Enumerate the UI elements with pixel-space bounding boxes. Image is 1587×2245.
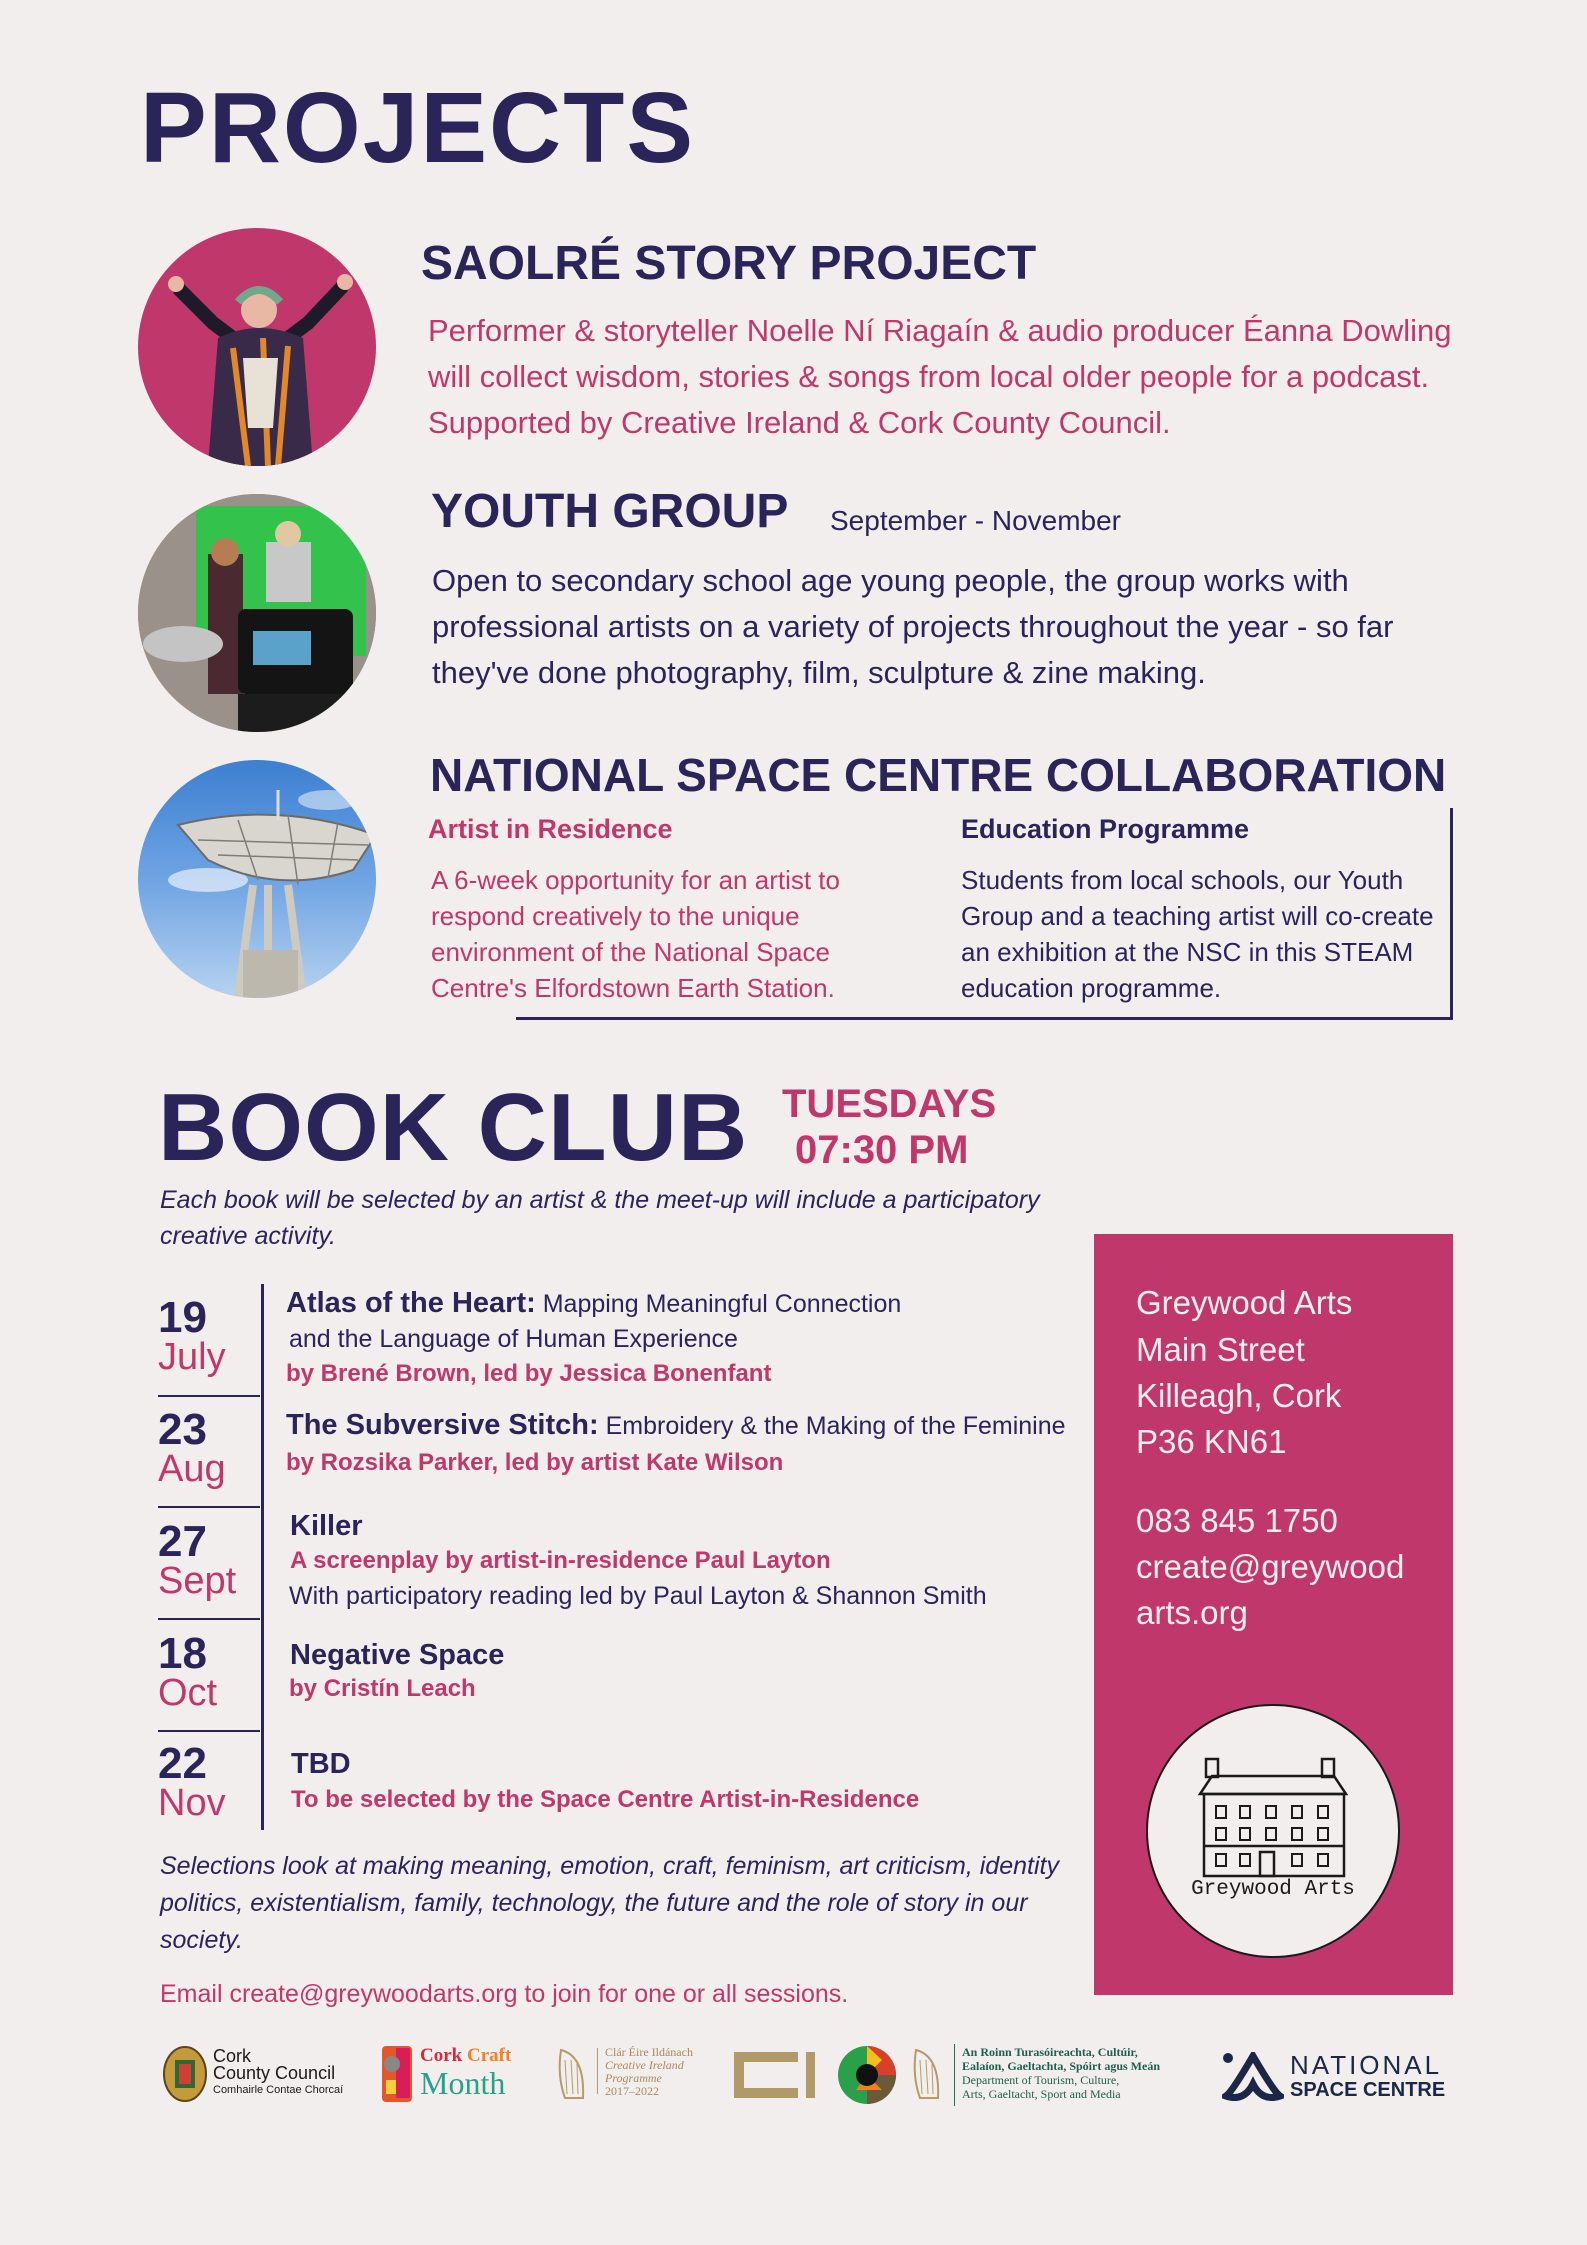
timeline-divider [261, 1284, 264, 1830]
craft-pattern-icon [382, 2046, 412, 2102]
ci-line: Clár Éire Ildánach [605, 2045, 693, 2059]
session-date-day: 18 [158, 1629, 207, 1678]
trinity-knot-icon [1222, 2052, 1284, 2102]
national-space-centre-logo [1222, 2040, 1452, 2110]
cork-cc-line: Cork [213, 2046, 252, 2066]
dept-line: Ealaíon, Gaeltachta, Spóirt agus Meán [962, 2059, 1161, 2073]
book-title: The Subversive Stitch: [286, 1409, 599, 1441]
greywood-logo [1146, 1704, 1400, 1958]
session-date-day: 23 [158, 1405, 207, 1454]
contact-phone[interactable]: 083 845 1750 [1136, 1502, 1338, 1539]
book-title: Atlas of the Heart: [286, 1287, 536, 1319]
youth-group-title: YOUTH GROUP [431, 485, 789, 538]
department-logo [910, 2040, 1220, 2110]
ci-line: Programme [605, 2071, 662, 2085]
ci-line: Creative Ireland [605, 2058, 684, 2072]
book-subtitle: and the Language of Human Experience [289, 1325, 738, 1353]
education-programme-heading: Education Programme [961, 814, 1250, 844]
book-club-day: TUESDAYS [782, 1082, 997, 1126]
contact-name: Greywood Arts [1136, 1284, 1353, 1321]
session-date-month: Nov [158, 1782, 226, 1824]
satellite-dish-photo [138, 760, 376, 998]
book-author: To be selected by the Space Centre Artist-in-Residence [291, 1786, 920, 1813]
session-date-month: Aug [158, 1448, 226, 1490]
contact-email[interactable]: arts.org [1136, 1594, 1248, 1631]
craft-line: Cork [420, 2045, 467, 2066]
artist-in-residence-heading: Artist in Residence [428, 814, 673, 844]
book-author: by Cristín Leach [289, 1675, 476, 1702]
table-row [286, 1285, 901, 1321]
nsc-frame-divider [516, 1017, 1453, 1020]
culture-night-icon [836, 2040, 898, 2110]
session-date-month: July [158, 1336, 226, 1378]
book-club-selections: Selections look at making meaning, emotion, craft, feminism, art criticism, identity politics, existentialism, family, technology, the future and the role of story in our society. [160, 1852, 1059, 1954]
greywood-logo-text: Greywood Arts [1191, 1878, 1355, 1901]
book-club-title: BOOK CLUB [158, 1074, 749, 1181]
book-author: A screenplay by artist-in-residence Paul Layton [290, 1547, 831, 1574]
session-date-month: Sept [158, 1560, 237, 1602]
session-date-day: 19 [158, 1293, 207, 1342]
session-separator [158, 1730, 260, 1732]
ci-line: 2017–2022 [605, 2084, 659, 2098]
storyteller-figure-icon [138, 228, 376, 466]
ci-mark-icon [730, 2040, 820, 2110]
book-subtitle: Embroidery & the Making of the Feminine [605, 1412, 1066, 1440]
page-title: PROJECTS [140, 72, 696, 184]
book-club-email-cta[interactable]: Email create@greywoodarts.org to join for one or all sessions. [160, 1980, 849, 2008]
contact-town: Killeagh, Cork [1136, 1377, 1342, 1414]
book-subtitle: Mapping Meaningful Connection [542, 1290, 902, 1318]
ci-mark-logo [730, 2040, 820, 2110]
contact-postcode: P36 KN61 [1136, 1423, 1287, 1460]
book-title: TBD [291, 1748, 351, 1780]
cork-craft-month-logo [382, 2040, 542, 2110]
dept-line: An Roinn Turasóireachta, Cultúir, [962, 2045, 1138, 2059]
session-separator [158, 1506, 260, 1508]
table-row [290, 1637, 504, 1673]
craft-line: Craft [466, 2045, 512, 2066]
youth-group-photo [138, 494, 376, 732]
satellite-dish-icon [138, 760, 376, 998]
nsc-logo-line: SPACE CENTRE [1290, 2079, 1446, 2101]
book-club-time: 07:30 PM [795, 1128, 969, 1172]
crest-icon [163, 2046, 207, 2102]
youth-group-description: Open to secondary school age young people, the group works with professional artists on a variety of projects throughout the year - so far they've done photography, film, sculpture & zine making. [432, 563, 1394, 690]
book-title: Negative Space [290, 1639, 505, 1671]
cork-cc-line: County Council [213, 2063, 336, 2083]
session-separator [158, 1618, 260, 1620]
contact-street: Main Street [1136, 1331, 1305, 1368]
cork-cc-line: Comhairle Contae Chorcaí [213, 2084, 344, 2096]
table-row [286, 1407, 1066, 1443]
logo-divider [597, 2048, 598, 2094]
creative-ireland-logo [555, 2040, 725, 2110]
session-date-day: 27 [158, 1517, 207, 1566]
artist-in-residence-description: A 6-week opportunity for an artist to respond creatively to the unique environment of the National Space Centre's Elfordstown Earth Station. [431, 865, 840, 1003]
nsc-collaboration-title: NATIONAL SPACE CENTRE COLLABORATION [430, 749, 1447, 801]
table-row [291, 1746, 351, 1782]
youth-group-dates: September - November [830, 505, 1122, 536]
book-author: by Brené Brown, led by Jessica Bonenfant [286, 1360, 772, 1387]
dept-line: Department of Tourism, Culture, [962, 2073, 1120, 2087]
nsc-logo-line: NATIONAL [1290, 2050, 1443, 2080]
book-note: With participatory reading led by Paul Layton & Shannon Smith [289, 1582, 987, 1610]
house-icon [1194, 1754, 1354, 1884]
craft-month-text: Month [420, 2065, 506, 2101]
session-date-month: Oct [158, 1672, 218, 1714]
culture-night-logo [836, 2040, 898, 2110]
contact-email[interactable]: create@greywood [1136, 1548, 1405, 1585]
nsc-frame-divider [1450, 808, 1453, 1020]
logo-divider [954, 2044, 955, 2106]
storyteller-photo [138, 228, 376, 466]
saolre-title: SAOLRÉ STORY PROJECT [421, 237, 1037, 290]
session-separator [158, 1395, 260, 1397]
table-row [290, 1508, 363, 1544]
session-date-day: 22 [158, 1739, 207, 1788]
education-programme-description: Students from local schools, our Youth Group and a teaching artist will co-create an exhibition at the NSC in this STEAM education programme. [961, 865, 1434, 1003]
book-title: Killer [290, 1510, 363, 1542]
harp-icon [910, 2046, 944, 2102]
book-club-intro: Each book will be selected by an artist & the meet-up will include a participatory creative activity. [160, 1186, 1040, 1250]
filming-scene-icon [138, 494, 376, 732]
book-author: by Rozsika Parker, led by artist Kate Wilson [286, 1449, 784, 1476]
saolre-description: Performer & storyteller Noelle Ní Riagaín & audio producer Éanna Dowling will collect wisdom, stories & songs from local older people for a podcast. Supported by Creative Ireland & Cork County Council. [428, 313, 1452, 440]
dept-line: Arts, Gaeltacht, Sport and Media [962, 2087, 1121, 2101]
craft-label [420, 2046, 511, 2066]
harp-icon [555, 2046, 589, 2102]
